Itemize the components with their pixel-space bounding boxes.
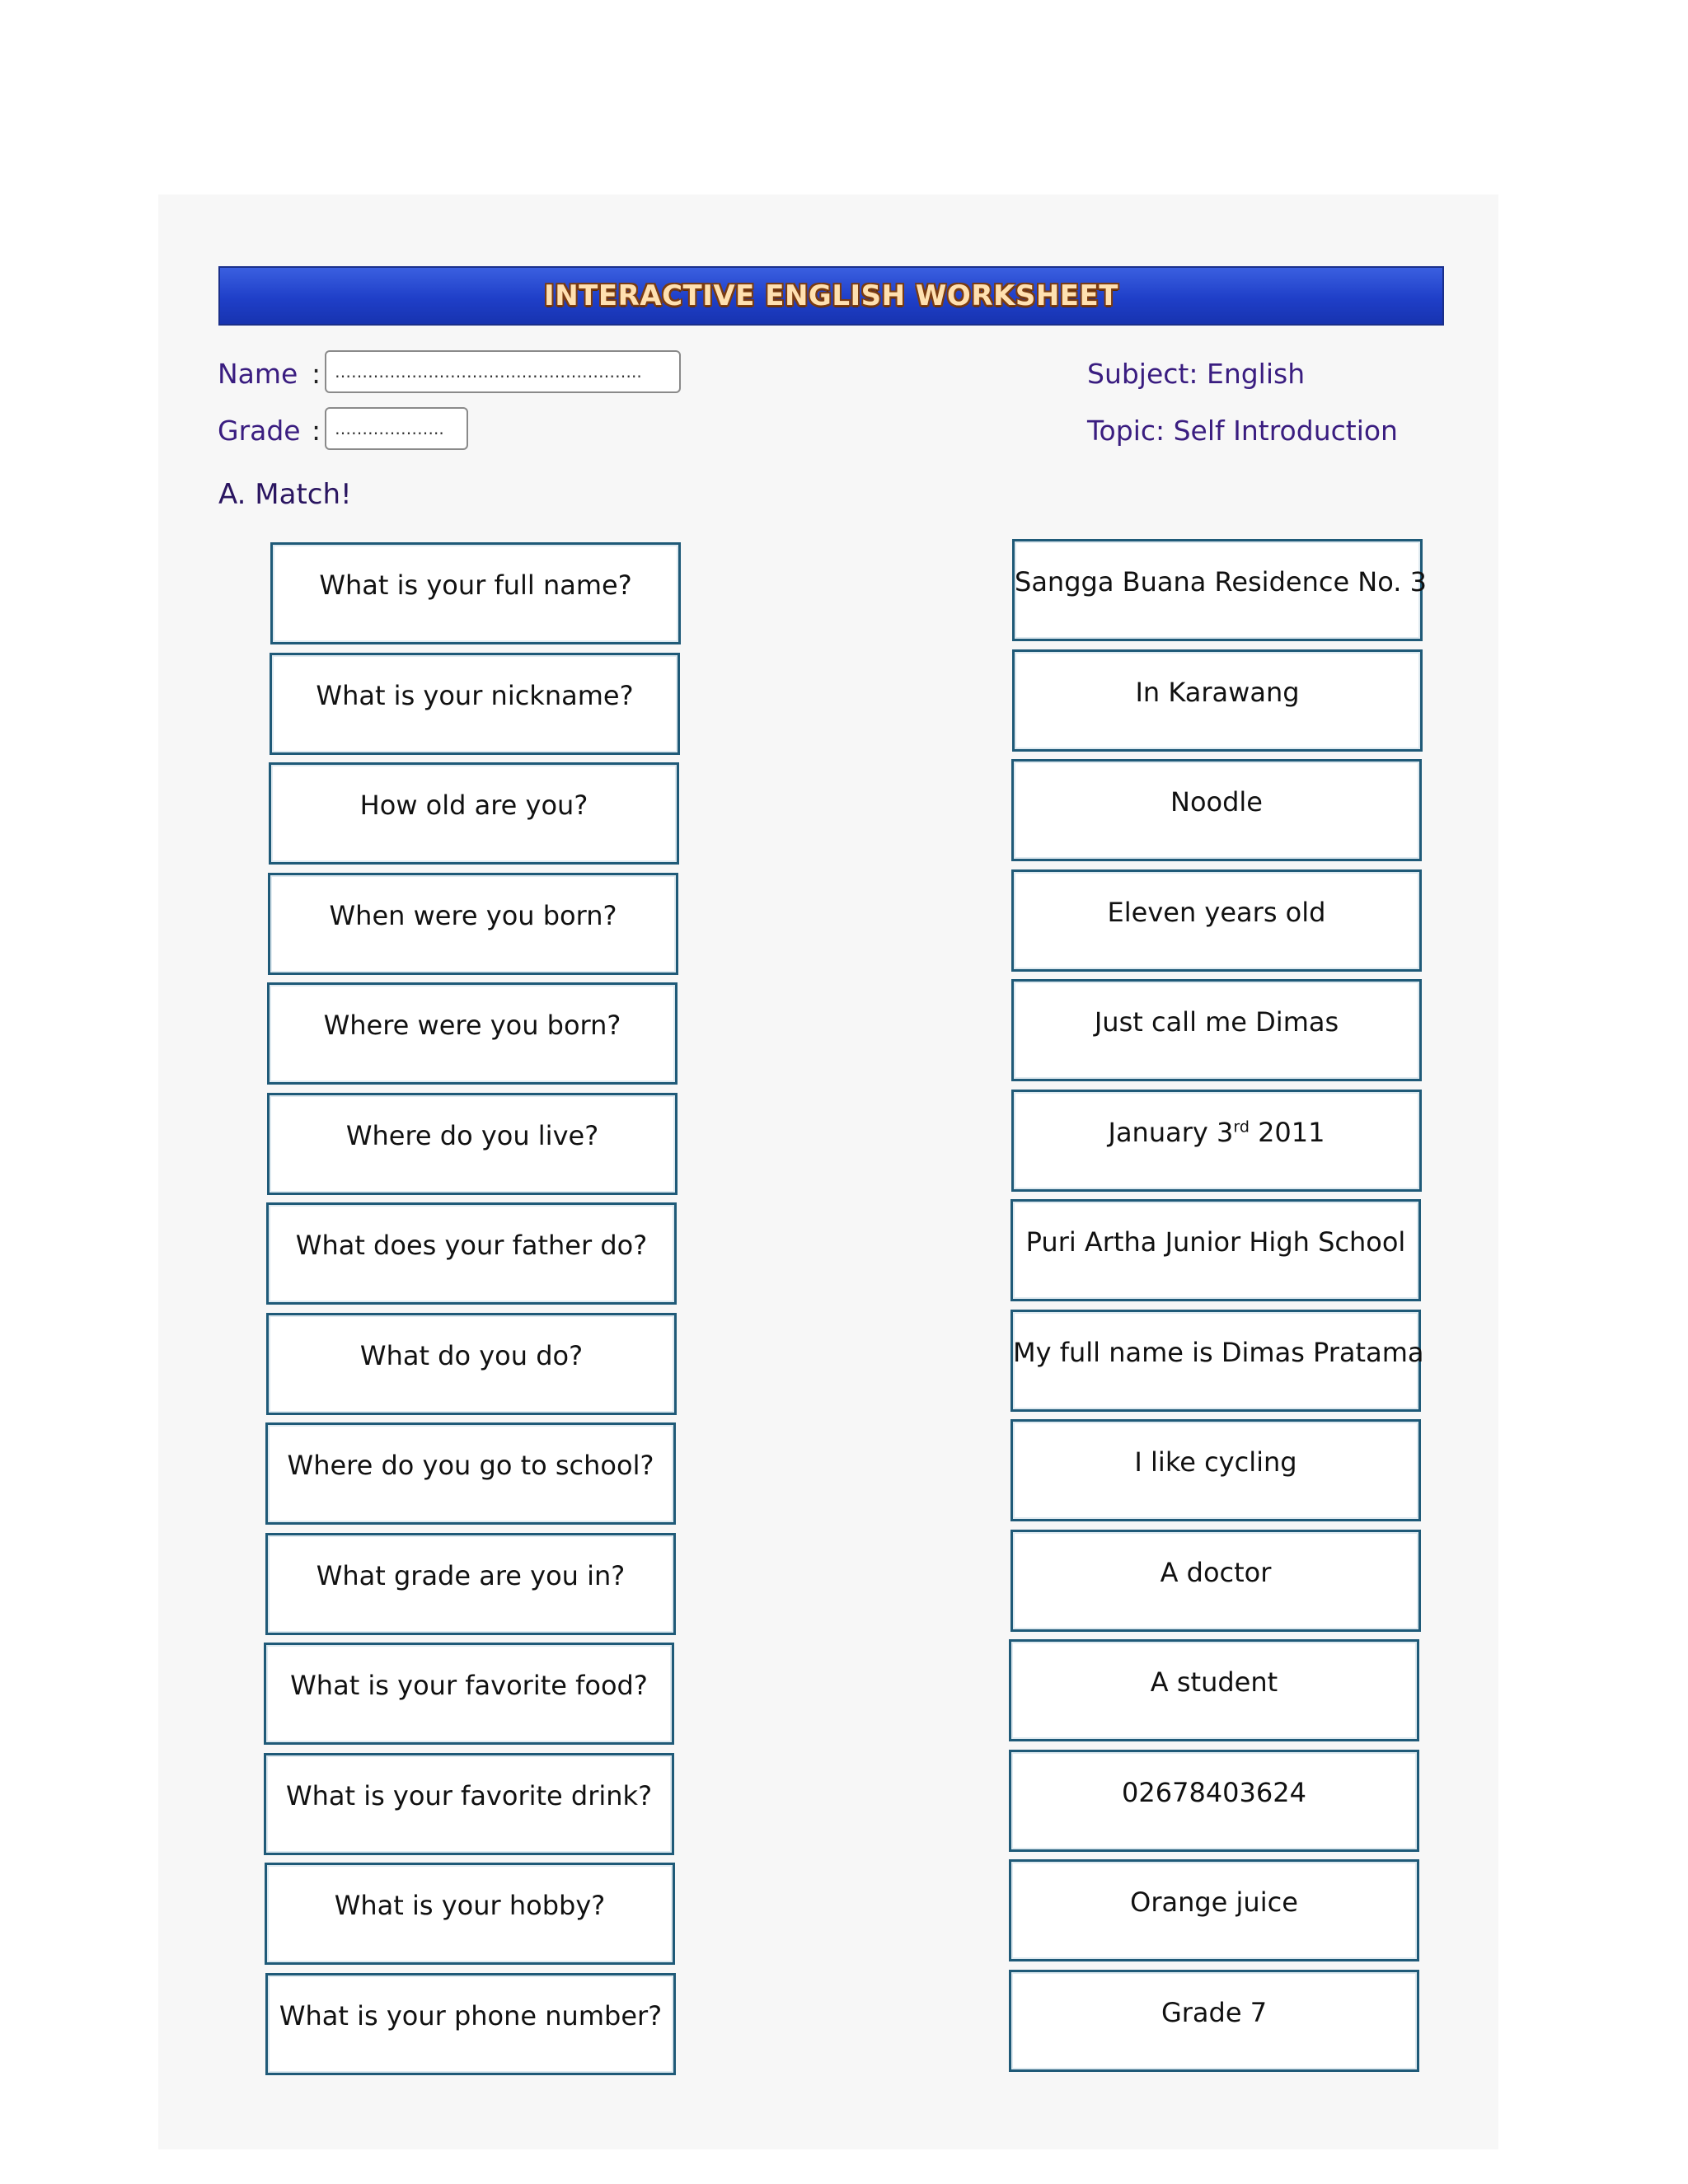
ordinal-suffix: rd bbox=[1233, 1117, 1250, 1136]
answer-card[interactable] bbox=[1009, 1859, 1419, 1961]
answer-card[interactable] bbox=[1011, 979, 1422, 1081]
question-text: What is your full name? bbox=[319, 569, 632, 601]
question-text: Where do you go to school? bbox=[287, 1450, 654, 1481]
question-card[interactable] bbox=[266, 1313, 677, 1415]
answer-text: Noodle bbox=[1170, 786, 1263, 818]
question-card[interactable] bbox=[265, 1422, 676, 1525]
answer-text-year: 2011 bbox=[1249, 1116, 1325, 1148]
answer-card[interactable] bbox=[1010, 1310, 1424, 1412]
answer-text: A doctor bbox=[1160, 1556, 1272, 1588]
question-text: What grade are you in? bbox=[316, 1559, 626, 1591]
question-card[interactable] bbox=[265, 1863, 675, 1965]
answer-card[interactable] bbox=[1010, 1199, 1421, 1301]
worksheet-title-banner bbox=[218, 266, 1444, 326]
question-text: What is your hobby? bbox=[334, 1890, 606, 1921]
subject-label: Subject: English bbox=[1087, 358, 1306, 390]
question-text: When were you born? bbox=[329, 899, 617, 931]
answer-card[interactable] bbox=[1011, 759, 1422, 861]
worksheet-title: INTERACTIVE ENGLISH WORKSHEET bbox=[544, 279, 1118, 312]
answer-card[interactable] bbox=[1011, 869, 1422, 972]
question-card[interactable] bbox=[265, 1973, 676, 2075]
question-text: What is your phone number? bbox=[279, 1999, 663, 2032]
question-card[interactable] bbox=[266, 1202, 677, 1305]
section-title: A. Match! bbox=[218, 478, 352, 511]
grade-colon: : bbox=[312, 415, 321, 447]
answer-text: I like cycling bbox=[1134, 1446, 1297, 1478]
question-text: What is your nickname? bbox=[316, 679, 634, 711]
name-colon: : bbox=[312, 358, 321, 390]
name-input[interactable]: ……………………………………………….. bbox=[325, 350, 681, 393]
answer-card[interactable] bbox=[1009, 1970, 1419, 2072]
question-text: What is your favorite drink? bbox=[285, 1779, 653, 1811]
question-text: How old are you? bbox=[359, 790, 588, 821]
topic-label: Topic: Self Introduction bbox=[1087, 415, 1398, 447]
answer-text: Sangga Buana Residence No. 3 bbox=[1015, 566, 1427, 598]
answer-text: Grade 7 bbox=[1160, 1996, 1268, 2028]
answer-text: Orange juice bbox=[1130, 1886, 1298, 1918]
answer-card[interactable] bbox=[1011, 1090, 1422, 1192]
question-card[interactable] bbox=[265, 1533, 676, 1635]
answer-text: 02678403624 bbox=[1122, 1776, 1306, 1808]
answer-text: My full name is Dimas Pratama bbox=[1013, 1336, 1424, 1368]
question-text: Where were you born? bbox=[323, 1010, 621, 1041]
answer-text: Just call me Dimas bbox=[1094, 1006, 1339, 1038]
grade-label: Grade bbox=[218, 415, 301, 447]
answer-card[interactable] bbox=[1009, 1750, 1419, 1852]
name-label: Name bbox=[218, 358, 298, 390]
question-card[interactable] bbox=[264, 1753, 674, 1855]
grade-input[interactable]: ……………….. bbox=[325, 407, 468, 450]
answer-text: A student bbox=[1150, 1666, 1278, 1698]
question-card[interactable] bbox=[269, 762, 679, 865]
answer-card[interactable] bbox=[1009, 1639, 1419, 1741]
answer-card[interactable] bbox=[1012, 649, 1423, 752]
answer-text: Eleven years old bbox=[1107, 896, 1326, 928]
question-text: What does your father do? bbox=[295, 1230, 648, 1261]
question-text: What is your favorite food? bbox=[290, 1670, 648, 1701]
answer-card[interactable] bbox=[1012, 539, 1427, 641]
answer-card[interactable] bbox=[1010, 1419, 1421, 1521]
answer-card[interactable] bbox=[1010, 1530, 1421, 1632]
question-text: Where do you live? bbox=[345, 1119, 599, 1151]
answer-text bbox=[1109, 1117, 1325, 1148]
question-card[interactable] bbox=[270, 542, 681, 644]
question-card[interactable] bbox=[270, 653, 680, 755]
answer-text-main: January 3 bbox=[1108, 1116, 1234, 1148]
question-text: What do you do? bbox=[359, 1339, 584, 1371]
question-card[interactable] bbox=[267, 982, 678, 1085]
answer-text: In Karawang bbox=[1135, 676, 1300, 708]
question-card[interactable] bbox=[264, 1643, 674, 1745]
answer-text: Puri Artha Junior High School bbox=[1025, 1226, 1406, 1258]
question-card[interactable] bbox=[267, 1093, 678, 1195]
question-card[interactable] bbox=[268, 873, 678, 975]
